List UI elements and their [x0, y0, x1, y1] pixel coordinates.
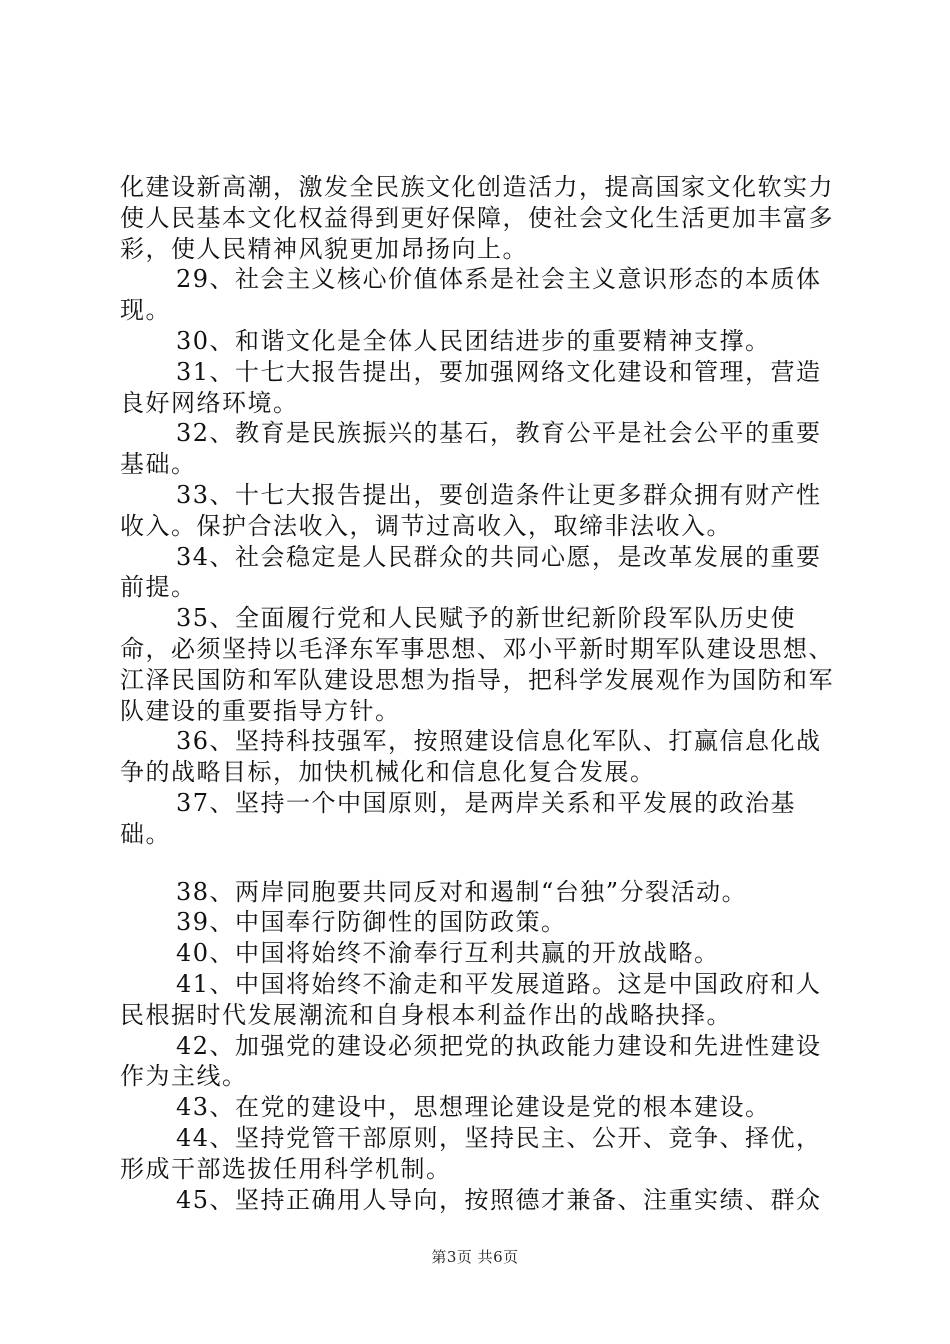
page-footer — [0, 1246, 950, 1267]
list-item-35: 35、全面履行党和人民赋予的新世纪新阶段军队历史使命，必须坚持以毛泽东军事思想、邓小平新时期军队建设思想、江泽民国防和军队建设思想为指导，把科学发展观作为国防和军队建设的重要指导方针。 — [120, 604, 834, 725]
list-item-44: 44、坚持党管干部原则，坚持民主、公开、竞争、择优，形成干部选拔任用科学机制。 — [120, 1123, 822, 1183]
list-item-42: 42、加强党的建设必须把党的执政能力建设和先进性建设作为主线。 — [120, 1031, 822, 1091]
list-item-37: 37、坚持一个中国原则，是两岸关系和平发展的政治基础。 — [120, 788, 797, 848]
list-item-30: 30、和谐文化是全体人民团结进步的重要精神支撑。 — [176, 326, 771, 355]
list-item-36: 36、坚持科技强军，按照建设信息化军队、打赢信息化战争的战略目标，加快机械化和信息化复合发展。 — [120, 727, 822, 787]
paragraph-continuation: 化建设新高潮，激发全民族文化创造活力，提高国家文化软实力使人民基本文化权益得到更好保障，使社会文化生活更加丰富多彩，使人民精神风貌更加昂扬向上。 — [120, 173, 834, 263]
list-item-39: 39、中国奉行防御性的国防政策。 — [176, 908, 567, 937]
list-item-33: 33、十七大报告提出，要创造条件让更多群众拥有财产性收入。保护合法收入，调节过高收入，取缔非法收入。 — [120, 480, 822, 540]
list-item-45: 45、坚持正确用人导向，按照德才兼备、注重实绩、群众 — [176, 1185, 822, 1214]
list-item-43: 43、在党的建设中，思想理论建设是党的根本建设。 — [176, 1093, 771, 1122]
list-item-40: 40、中国将始终不渝奉行互利共赢的开放战略。 — [176, 939, 720, 968]
page-number-label: 第3页 共6页 — [431, 1248, 519, 1266]
list-item-38: 38、两岸同胞要共同反对和遏制“台独”分裂活动。 — [176, 877, 748, 906]
list-item-34: 34、社会稳定是人民群众的共同心愿，是改革发展的重要前提。 — [120, 542, 822, 602]
document-body — [120, 172, 840, 1215]
list-item-32: 32、教育是民族振兴的基石，教育公平是社会公平的重要基础。 — [120, 419, 822, 479]
list-item-31: 31、十七大报告提出，要加强网络文化建设和管理，营造良好网络环境。 — [120, 357, 822, 417]
list-item-29: 29、社会主义核心价值体系是社会主义意识形态的本质体现。 — [120, 265, 822, 325]
list-item-41: 41、中国将始终不渝走和平发展道路。这是中国政府和人民根据时代发展潮流和自身根本利益作出的战略抉择。 — [120, 969, 822, 1029]
